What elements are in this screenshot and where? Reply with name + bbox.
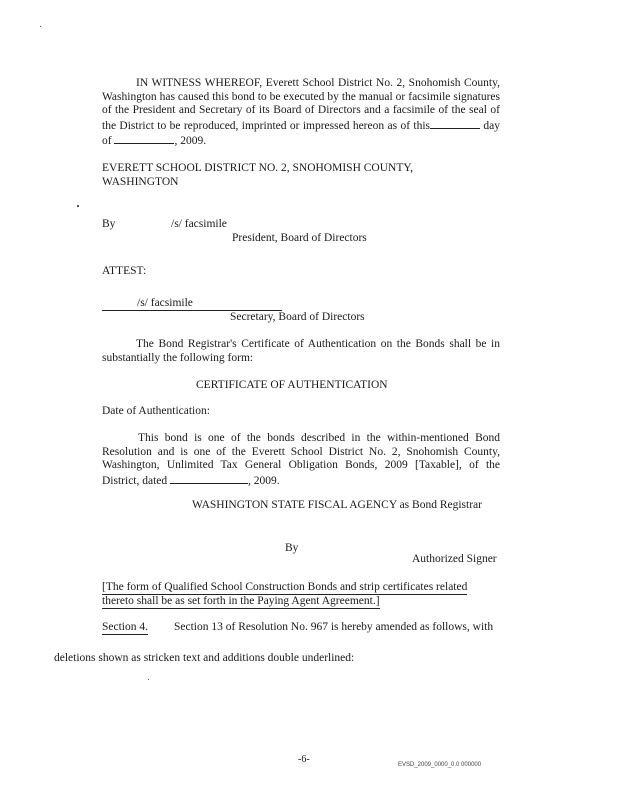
authorized-signer-label: Authorized Signer [412,553,497,565]
certificate-heading: CERTIFICATE OF AUTHENTICATION [196,379,388,391]
witness-year: , 2009. [174,135,207,148]
certificate-body-text: This bond is one of the bonds described in the within-mentioned Bond Resolution and is one of the Everett School District No. 2, Snohomish County, Washington, Unlimited Tax General Obligation Bonds, 2009 [Taxable], of the District, dated [102,432,500,487]
section-text-line-1: Section 13 of Resolution No. 967 is hereby amended as follows, with [174,621,494,633]
certificate-year: , 2009. [248,474,280,487]
dated-blank [170,473,248,484]
certificate-body [102,432,500,488]
day-blank [430,118,480,129]
witness-text: IN WITNESS WHEREOF, Everett School District No. 2, Snohomish County, Washington has caused this bond to be executed by the manual or facsimile signatures of the President and Secretary of its Board of Directors and a facsimile of the seal of the District to be reproduced, imprinted or impressed hereon as of this [102,77,500,132]
date-of-authentication-label: Date of Authentication: [102,405,210,417]
district-name-line-2: WASHINGTON [102,176,179,188]
by-label-president: By [102,218,116,230]
secretary-facsimile: /s/ facsimile [137,297,193,309]
registrar-text: The Bond Registrar's Certificate of Authentication on the Bonds shall be in substantially the following form: [102,338,500,364]
district-name-line-1: EVERETT SCHOOL DISTRICT NO. 2, SNOHOMISH COUNTY, [102,162,414,174]
bracket-note-line-2: thereto shall be as set forth in the Paying Agent Agreement.] [102,595,380,607]
witness-paragraph [102,77,500,149]
scan-speck [40,26,41,27]
page-number: -6- [298,754,310,765]
bracket-note-line-1: [The form of Qualified School Construction Bonds and strip certificates related [102,581,468,593]
section-number: Section 4. [102,621,148,633]
fiscal-agency-label: WASHINGTON STATE FISCAL AGENCY as Bond Registrar [192,499,482,511]
secretary-title: Secretary, Board of Directors [230,311,365,323]
by-label-signer: By [285,542,299,554]
month-blank [114,133,174,144]
scan-speck [77,205,79,207]
president-facsimile: /s/ facsimile [171,218,227,230]
attest-label: ATTEST: [102,265,147,277]
scan-speck [148,679,149,680]
document-id: EVSD_2009_0000_0.0 000000 [398,762,482,768]
witness-day-of: day of [102,119,500,148]
president-title: President, Board of Directors [232,232,367,244]
section-text-line-2: deletions shown as stricken text and additions double underlined: [54,652,355,664]
registrar-paragraph [102,338,500,365]
